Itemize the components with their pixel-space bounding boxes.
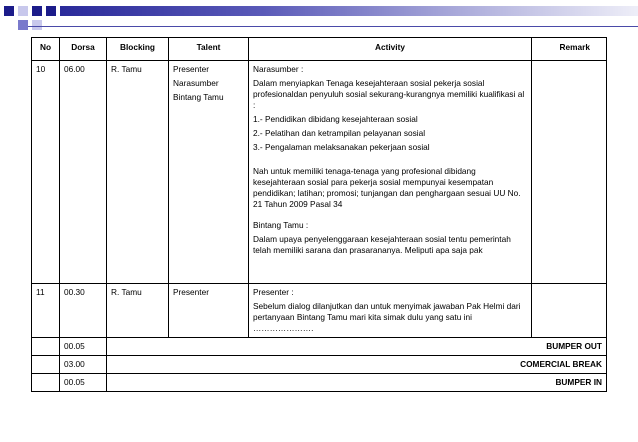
header-no: No (32, 38, 60, 61)
cell-activity (249, 284, 532, 338)
cell-blocking: R. Tamu (107, 61, 169, 284)
cell-remark (532, 61, 607, 284)
activity-text: Nah untuk memiliki tenaga-tenaga yang profesional dibidang kesejahteraan sosial para pekerja sosial mempunyai kesempatan pendidikan; latihan; promosi; tunjangan dan penghargaan sesuai UU No. 21 Tahun 2009 Pasal 34 (253, 166, 521, 209)
cell-no: 10 (32, 61, 60, 284)
header-dorsa: Dorsa (60, 38, 107, 61)
cell-dorsa: 00.05 (60, 338, 107, 356)
bumper-label: BUMPER IN (107, 374, 607, 392)
cell-no-empty (32, 374, 60, 392)
bumper-label: COMERCIAL BREAK (107, 356, 607, 374)
activity-text: Sebelum dialog dilanjutkan dan untuk menyimak jawaban Pak Helmi dari pertanyaan Bintang Tamu mari kita simak dulu yang satu ini …………………. (253, 301, 521, 333)
decorative-square-3 (32, 6, 42, 16)
spacer (253, 156, 527, 166)
spacer (253, 210, 527, 220)
header-blocking: Blocking (107, 38, 169, 61)
talent-item: Bintang Tamu (173, 92, 224, 102)
decorative-rule (28, 26, 638, 27)
decorative-square-4 (46, 6, 56, 16)
cell-no-empty (32, 356, 60, 374)
cell-dorsa: 00.05 (60, 374, 107, 392)
header-activity: Activity (249, 38, 532, 61)
bumper-row (32, 356, 607, 374)
header-remark: Remark (532, 38, 607, 61)
cell-talent (169, 61, 249, 284)
bumper-row (32, 374, 607, 392)
activity-speaker: Bintang Tamu : (253, 220, 309, 230)
decorative-square-6 (32, 20, 42, 30)
decorative-gradient-bar (60, 6, 638, 16)
activity-list-item: 3.- Pengalaman melaksanakan pekerjaan sosial (253, 142, 430, 152)
decorative-square-2 (18, 6, 28, 16)
bumper-row (32, 338, 607, 356)
activity-speaker: Narasumber : (253, 64, 304, 74)
cell-blocking: R. Tamu (107, 284, 169, 338)
cell-no: 11 (32, 284, 60, 338)
cell-dorsa: 00.30 (60, 284, 107, 338)
table-row (32, 284, 607, 338)
cell-dorsa: 03.00 (60, 356, 107, 374)
table-row (32, 61, 607, 284)
cell-talent (169, 284, 249, 338)
table-header-row (32, 38, 607, 61)
cell-remark (532, 284, 607, 338)
talent-item: Narasumber (173, 78, 219, 88)
decorative-square-1 (4, 6, 14, 16)
script-table (31, 37, 607, 392)
cell-activity (249, 61, 532, 284)
cell-dorsa: 06.00 (60, 61, 107, 284)
talent-item: Presenter (173, 287, 209, 297)
activity-speaker: Presenter : (253, 287, 294, 297)
activity-text: Dalam menyiapkan Tenaga kesejahteraan sosial pekerja sosial profesionaldan penyuluh sosial sekurang-kurangnya memiliki kualifikasi al : (253, 78, 525, 110)
activity-list-item: 2.- Pelatihan dan ketrampilan pelayanan sosial (253, 128, 426, 138)
activity-text: Dalam upaya penyelenggaraan kesejahteraan sosial tentu pemerintah telah memiliki sarana dan prasarananya. Meliputi apa saja pak (253, 234, 511, 255)
talent-item: Presenter (173, 64, 209, 74)
activity-list-item: 1.- Pendidikan dibidang kesejahteraan sosial (253, 114, 418, 124)
decorative-square-5 (18, 20, 28, 30)
header-talent: Talent (169, 38, 249, 61)
cell-no-empty (32, 338, 60, 356)
bumper-label: BUMPER OUT (107, 338, 607, 356)
